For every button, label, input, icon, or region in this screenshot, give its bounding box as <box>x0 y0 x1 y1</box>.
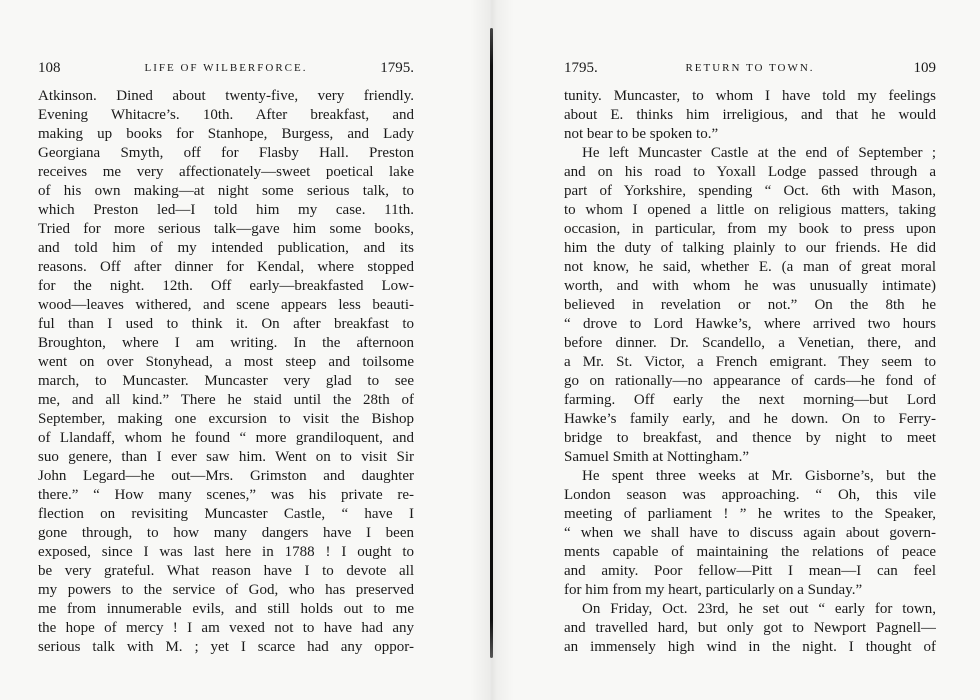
text-line: of his own making—at night some serious talk, to <box>38 183 414 199</box>
text-line: London season was approaching. “ Oh, this vile <box>564 487 936 503</box>
left-page-number: 108 <box>38 60 61 76</box>
text-line: He left Muncaster Castle at the end of September ; <box>582 145 936 161</box>
text-line: flection on revisiting Muncaster Castle, “ have I <box>38 506 414 522</box>
text-line: the hope of mercy ! I am vexed not to have had any <box>38 620 414 636</box>
left-page <box>0 0 470 700</box>
text-line: and travelled hard, but only got to Newport Pagnell— <box>564 620 936 636</box>
right-page <box>500 0 980 700</box>
text-line: not know, he said, whether E. (a man of great moral <box>564 259 936 275</box>
text-line: me from innumerable evils, and still holds out to me <box>38 601 414 617</box>
text-line: Samuel Smith at Nottingham.” <box>564 449 749 465</box>
text-line: not bear to be spoken to.” <box>564 126 719 142</box>
text-line: march, to Muncaster. Muncaster very glad to see <box>38 373 414 389</box>
text-line: an immensely high wind in the night. I thought of <box>564 639 936 655</box>
text-line: of Llandaff, whom he found “ more grandiloquent, and <box>38 430 414 446</box>
text-line: a Mr. St. Victor, a French emigrant. They seem to <box>564 354 936 370</box>
text-line: and on his road to Yoxall Lodge passed through a <box>564 164 936 180</box>
text-line: ful than I used to think it. On after breakfast to <box>38 316 414 332</box>
text-line: serious talk with M. ; yet I scarce had any oppor- <box>38 639 414 655</box>
text-line: John Legard—he out—Mrs. Grimston and daughter <box>38 468 414 484</box>
text-line: for the night. 12th. Off early—breakfasted Low- <box>38 278 414 294</box>
right-page-header <box>564 58 936 78</box>
right-page-body <box>564 87 936 657</box>
text-line: “ drove to Lord Hawke’s, where arrived two hours <box>564 316 936 332</box>
text-line: reasons. Off after dinner for Kendal, where stopped <box>38 259 414 275</box>
text-line: exposed, since I was last here in 1788 ! I ought to <box>38 544 414 560</box>
text-line: Georgiana Smyth, off for Flasby Hall. Preston <box>38 145 414 161</box>
text-line: Broughton, where I am writing. In the afternoon <box>38 335 414 351</box>
right-page-number: 109 <box>913 60 936 76</box>
text-line: part of Yorkshire, spending “ Oct. 6th with Mason, <box>564 183 936 199</box>
text-line: On Friday, Oct. 23rd, he set out “ early for town, <box>582 601 936 617</box>
left-page-year: 1795. <box>380 60 414 76</box>
text-line: wood—leaves withered, and scene appears less beauti- <box>38 297 414 313</box>
text-line: receives me very affectionately—sweet poetical lake <box>38 164 414 180</box>
text-line: believed in revelation or not.” On the 8th he <box>564 297 936 313</box>
text-line: He spent three weeks at Mr. Gisborne’s, but the <box>582 468 936 484</box>
text-line: occasion, in particular, from my book to press upon <box>564 221 936 237</box>
text-line: went on over Stonyhead, a most steep and toilsome <box>38 354 414 370</box>
left-page-body <box>38 87 414 657</box>
book-gutter <box>490 28 493 658</box>
text-line: there.” “ How many scenes,” was his private re- <box>38 487 414 503</box>
text-line: worth, and with whom he was unusually intimate) <box>564 278 936 294</box>
text-line: and amity. Poor fellow—Pitt I mean—I can feel <box>564 563 936 579</box>
right-page-year: 1795. <box>564 60 598 76</box>
text-line: before dinner. Dr. Scandello, a Venetian, there, and <box>564 335 936 351</box>
text-line: him the duty of talking plainly to our friends. He did <box>564 240 936 256</box>
text-line: about E. thinks him irreligious, and that he would <box>564 107 936 123</box>
text-line: for him from my heart, particularly on a Sunday.” <box>564 582 863 598</box>
text-line: to whom I opened a little on religious matters, taking <box>564 202 936 218</box>
text-line: ments capable of maintaining the relations of peace <box>564 544 936 560</box>
text-line: “ when we shall have to discuss again about govern- <box>564 525 936 541</box>
text-line: Evening Whitacre’s. 10th. After breakfast, and <box>38 107 414 123</box>
text-line: tunity. Muncaster, to whom I have told my feelings <box>564 88 936 104</box>
text-line: and told him of my intended publication, and its <box>38 240 414 256</box>
text-line: suo genere, than I ever saw him. Went on to visit Sir <box>38 449 414 465</box>
left-running-title: LIFE OF WILBERFORCE. <box>144 62 308 74</box>
text-line: making up books for Stanhope, Burgess, and Lady <box>38 126 414 142</box>
text-line: gone through, to how many dangers have I been <box>38 525 414 541</box>
text-line: me, and all kind.” There he staid until the 28th of <box>38 392 414 408</box>
left-page-header <box>38 58 414 78</box>
text-line: which Preston led—I told him my case. 11th. <box>38 202 414 218</box>
text-line: farming. Off early the next morning—but Lord <box>564 392 936 408</box>
text-line: my powers to the service of God, who has preserved <box>38 582 414 598</box>
text-line: Hawke’s family early, and he down. On to Ferry- <box>564 411 936 427</box>
text-line: go on rationally—no appearance of cards—he fond of <box>564 373 936 389</box>
right-running-title: RETURN TO TOWN. <box>685 62 815 74</box>
text-line: bridge to breakfast, and thence by night to meet <box>564 430 936 446</box>
text-line: September, making one excursion to visit the Bishop <box>38 411 414 427</box>
text-line: Atkinson. Dined about twenty-five, very friendly. <box>38 88 414 104</box>
text-line: Tried for more serious talk—gave him some books, <box>38 221 414 237</box>
text-line: meeting of parliament ! ” he writes to the Speaker, <box>564 506 936 522</box>
text-line: be very grateful. What reason have I to devote all <box>38 563 414 579</box>
